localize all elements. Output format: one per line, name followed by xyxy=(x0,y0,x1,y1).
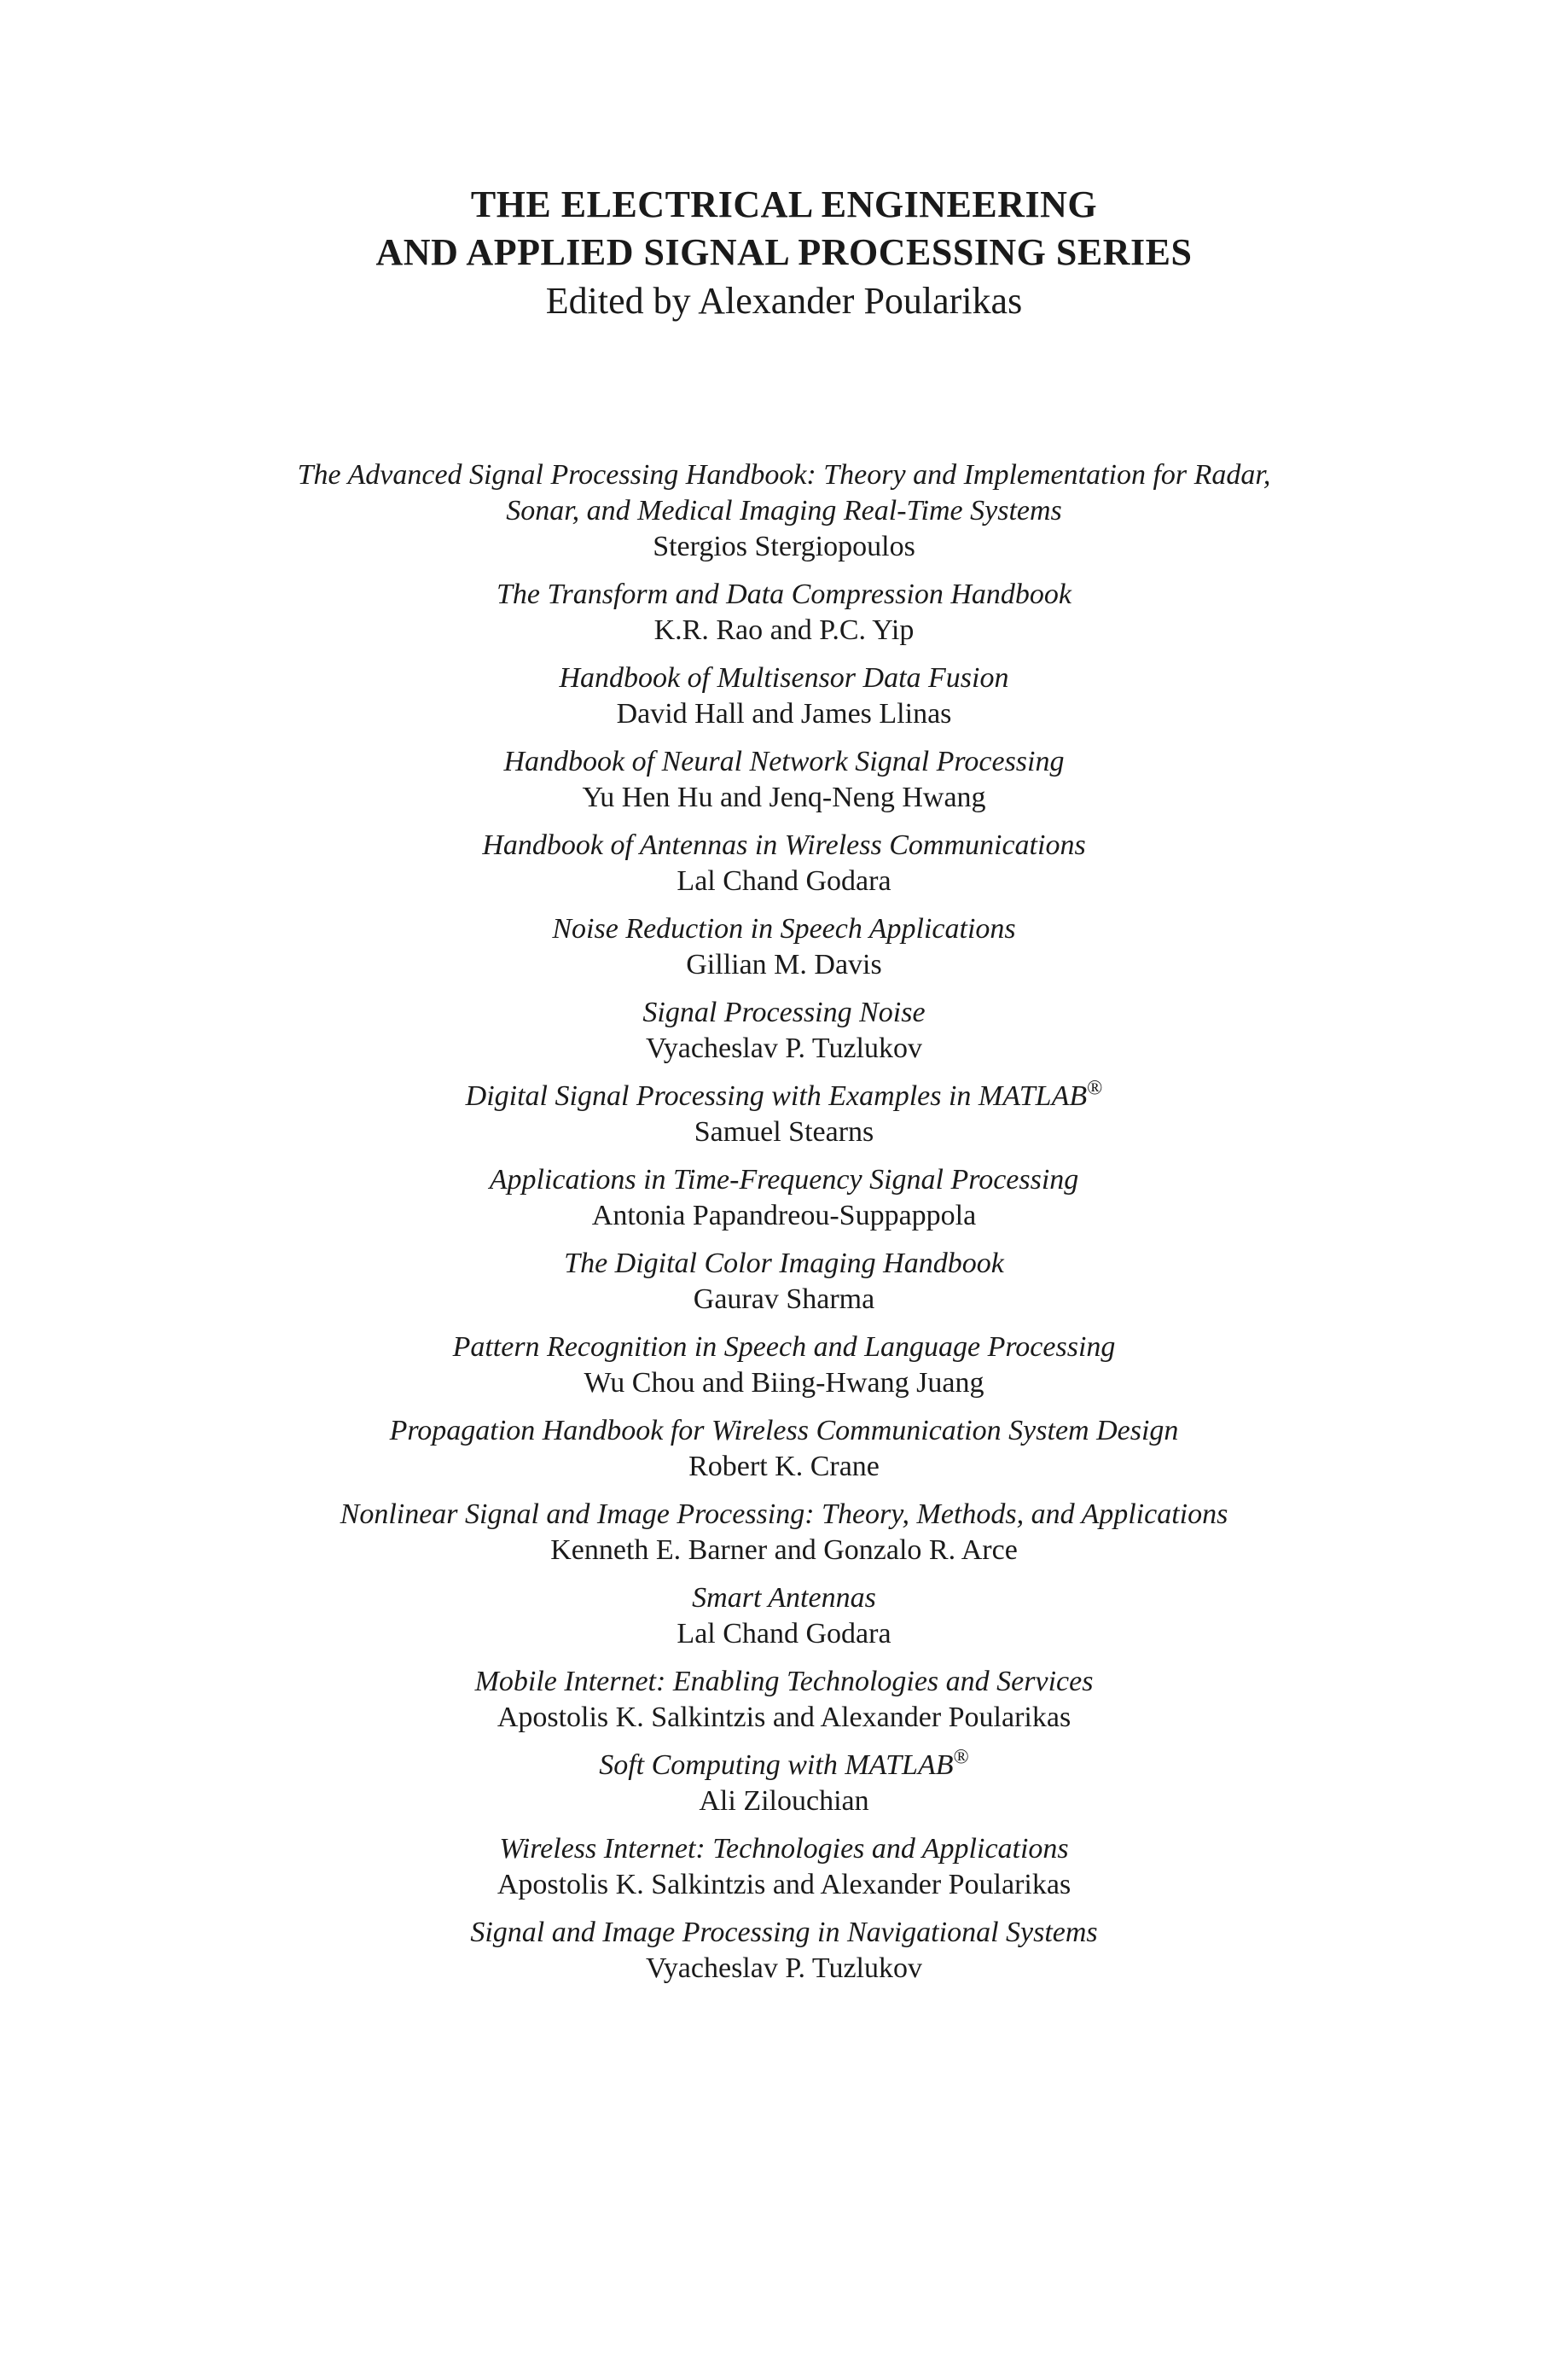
book-title-text: Pattern Recognition in Speech and Language Processing xyxy=(452,1331,1116,1363)
book-entry xyxy=(0,577,1568,649)
book-author: Wu Chou and Biing-Hwang Juang xyxy=(584,1367,984,1399)
series-header xyxy=(0,181,1568,326)
series-title-line-1: THE ELECTRICAL ENGINEERING xyxy=(470,183,1098,225)
book-title-text: Soft Computing with MATLAB xyxy=(599,1749,954,1781)
registered-trademark-symbol: ® xyxy=(1087,1077,1103,1100)
book-title-text: The Digital Color Imaging Handbook xyxy=(564,1248,1004,1279)
book-title-text: The Transform and Data Compression Handbook xyxy=(496,579,1072,610)
book-entry xyxy=(0,660,1568,732)
book-title xyxy=(0,1329,1568,1365)
book-author: Antonia Papandreou-Suppappola xyxy=(591,1200,977,1231)
book-entry xyxy=(0,1329,1568,1401)
book-title xyxy=(0,1580,1568,1616)
book-title-text: Applications in Time-Frequency Signal Processing xyxy=(489,1164,1079,1196)
book-entry xyxy=(0,1831,1568,1903)
book-author: Gaurav Sharma xyxy=(693,1283,875,1315)
book-title-text: Wireless Internet: Technologies and Applications xyxy=(499,1833,1069,1865)
book-title-text: Signal and Image Processing in Navigational Systems xyxy=(470,1917,1098,1948)
book-author: Stergios Stergiopoulos xyxy=(653,531,915,562)
book-entry xyxy=(0,995,1568,1067)
book-entry xyxy=(0,744,1568,816)
book-entry xyxy=(0,911,1568,983)
book-entry xyxy=(0,1748,1568,1819)
book-author: Vyacheslav P. Tuzlukov xyxy=(646,1952,922,1984)
book-title-text: Handbook of Multisensor Data Fusion xyxy=(559,662,1009,694)
book-title-text: Handbook of Neural Network Signal Processing xyxy=(503,746,1065,777)
book-title-text: The Advanced Signal Processing Handbook: Theory and Implementation for Radar, xyxy=(297,459,1271,491)
book-author: Lal Chand Godara xyxy=(677,865,891,897)
book-title-text: Mobile Internet: Enabling Technologies and Services xyxy=(474,1666,1094,1697)
book-title xyxy=(0,457,1568,493)
book-title xyxy=(0,1497,1568,1533)
book-entry xyxy=(0,1580,1568,1652)
book-title-text: Signal Processing Noise xyxy=(642,997,926,1028)
book-author: Ali Zilouchian xyxy=(699,1785,869,1817)
book-entry xyxy=(0,1497,1568,1568)
book-author: K.R. Rao and P.C. Yip xyxy=(653,614,915,646)
book-title xyxy=(0,660,1568,696)
book-title xyxy=(0,1748,1568,1783)
book-title-text: Noise Reduction in Speech Applications xyxy=(552,913,1016,945)
book-title-text: Handbook of Antennas in Wireless Communications xyxy=(482,829,1086,861)
book-author: Lal Chand Godara xyxy=(677,1618,891,1649)
book-entry xyxy=(0,1915,1568,1987)
book-title xyxy=(0,1162,1568,1198)
series-editor: Edited by Alexander Poularikas xyxy=(545,280,1023,322)
book-author: Yu Hen Hu and Jenq-Neng Hwang xyxy=(582,782,986,813)
book-entry xyxy=(0,828,1568,899)
series-title-line-2: AND APPLIED SIGNAL PROCESSING SERIES xyxy=(375,231,1193,273)
book-entry xyxy=(0,1246,1568,1318)
book-title-text: Smart Antennas xyxy=(692,1582,876,1614)
registered-trademark-symbol: ® xyxy=(953,1746,969,1769)
book-title xyxy=(0,1831,1568,1867)
book-title-text: Sonar, and Medical Imaging Real-Time Systems xyxy=(506,495,1062,527)
book-author: Kenneth E. Barner and Gonzalo R. Arce xyxy=(550,1534,1018,1566)
book-author: Samuel Stearns xyxy=(694,1116,874,1148)
book-entry xyxy=(0,1664,1568,1736)
book-entry xyxy=(0,1079,1568,1150)
book-entry xyxy=(0,1162,1568,1234)
book-author: Vyacheslav P. Tuzlukov xyxy=(646,1033,922,1064)
book-title xyxy=(0,1079,1568,1114)
book-entry xyxy=(0,457,1568,565)
book-title xyxy=(0,577,1568,613)
book-author: Robert K. Crane xyxy=(688,1451,880,1482)
book-title xyxy=(0,744,1568,780)
book-title xyxy=(0,995,1568,1031)
book-author: Apostolis K. Salkintzis and Alexander Poularikas xyxy=(497,1702,1071,1733)
book-title-text: Nonlinear Signal and Image Processing: Theory, Methods, and Applications xyxy=(340,1498,1228,1530)
book-author: David Hall and James Llinas xyxy=(616,698,952,730)
book-title xyxy=(0,493,1568,529)
book-title-text: Digital Signal Processing with Examples in MATLAB xyxy=(465,1080,1088,1112)
book-title-text: Propagation Handbook for Wireless Communication System Design xyxy=(389,1415,1179,1446)
book-title xyxy=(0,1246,1568,1282)
book-title xyxy=(0,911,1568,947)
book-title xyxy=(0,1413,1568,1449)
book-title xyxy=(0,1915,1568,1951)
book-entry xyxy=(0,1413,1568,1485)
book-list xyxy=(0,457,1568,1999)
book-author: Apostolis K. Salkintzis and Alexander Poularikas xyxy=(497,1869,1071,1900)
book-title xyxy=(0,828,1568,864)
book-title xyxy=(0,1664,1568,1700)
book-author: Gillian M. Davis xyxy=(686,949,882,980)
